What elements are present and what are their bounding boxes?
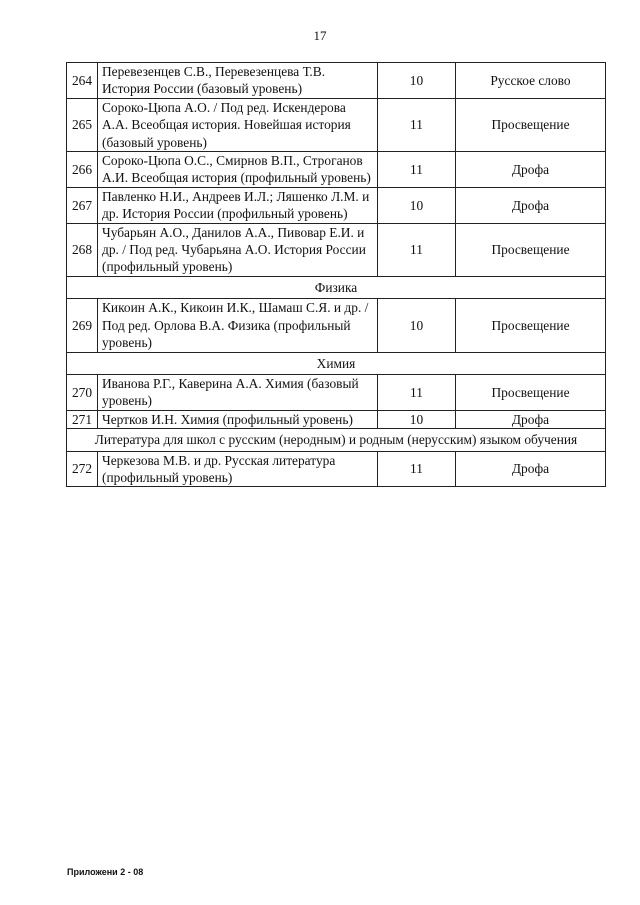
table-row xyxy=(67,374,606,410)
section-heading-row xyxy=(67,352,606,374)
entry-grade: 10 xyxy=(378,63,456,99)
section-heading: Литература для школ с русским (неродным) и родным (нерусским) языком обучения xyxy=(67,429,606,451)
entry-title: Иванова Р.Г., Каверина А.А. Химия (базовый уровень) xyxy=(98,374,378,410)
entry-grade: 11 xyxy=(378,374,456,410)
entry-number: 272 xyxy=(67,451,98,487)
entry-grade: 10 xyxy=(378,410,456,428)
entry-number: 266 xyxy=(67,152,98,188)
entry-title: Перевезенцев С.В., Перевезенцева Т.В. История России (базовый уровень) xyxy=(98,63,378,99)
page-number: 17 xyxy=(313,28,327,43)
entry-grade: 11 xyxy=(378,98,456,151)
entry-grade: 11 xyxy=(378,152,456,188)
entry-grade: 11 xyxy=(378,451,456,487)
entry-title: Сороко-Цюпа А.О. / Под ред. Искендерова А.А. Всеобщая история. Новейшая история (базовый уровень) xyxy=(98,98,378,151)
entry-title: Чубарьян А.О., Данилов А.А., Пивовар Е.И. и др. / Под ред. Чубарьяна А.О. История России (профильный уровень) xyxy=(98,223,378,276)
entry-title: Сороко-Цюпа О.С., Смирнов В.П., Строганов А.И. Всеобщая история (профильный уровень) xyxy=(98,152,378,188)
table-row xyxy=(67,152,606,188)
table-row xyxy=(67,299,606,352)
section-heading: Физика xyxy=(67,276,606,298)
entry-publisher: Просвещение xyxy=(456,223,606,276)
entry-number: 269 xyxy=(67,299,98,352)
table-row xyxy=(67,187,606,223)
entry-number: 268 xyxy=(67,223,98,276)
table-row xyxy=(67,98,606,151)
entry-publisher: Дрофа xyxy=(456,187,606,223)
section-heading-row xyxy=(67,276,606,298)
entry-grade: 10 xyxy=(378,187,456,223)
entry-publisher: Дрофа xyxy=(456,152,606,188)
entry-publisher: Просвещение xyxy=(456,98,606,151)
textbook-table xyxy=(66,62,606,487)
entry-title: Павленко Н.И., Андреев И.Л.; Ляшенко Л.М. и др. История России (профильный уровень) xyxy=(98,187,378,223)
table-row xyxy=(67,451,606,487)
entry-publisher: Просвещение xyxy=(456,374,606,410)
entry-number: 264 xyxy=(67,63,98,99)
entry-grade: 10 xyxy=(378,299,456,352)
table-row xyxy=(67,223,606,276)
section-heading: Химия xyxy=(67,352,606,374)
table-row xyxy=(67,63,606,99)
entry-title: Черкезова М.В. и др. Русская литература (профильный уровень) xyxy=(98,451,378,487)
entry-title: Кикоин А.К., Кикоин И.К., Шамаш С.Я. и др. / Под ред. Орлова В.А. Физика (профильный уровень) xyxy=(98,299,378,352)
entry-number: 271 xyxy=(67,410,98,428)
entry-publisher: Дрофа xyxy=(456,410,606,428)
entry-number: 265 xyxy=(67,98,98,151)
entry-publisher: Русское слово xyxy=(456,63,606,99)
table-row xyxy=(67,410,606,428)
entry-grade: 11 xyxy=(378,223,456,276)
entry-number: 267 xyxy=(67,187,98,223)
entry-publisher: Дрофа xyxy=(456,451,606,487)
textbook-table-body xyxy=(67,63,606,487)
footer-note: Приложени 2 - 08 xyxy=(67,867,144,877)
entry-title: Чертков И.Н. Химия (профильный уровень) xyxy=(98,410,378,428)
entry-number: 270 xyxy=(67,374,98,410)
entry-publisher: Просвещение xyxy=(456,299,606,352)
section-heading-row xyxy=(67,429,606,451)
